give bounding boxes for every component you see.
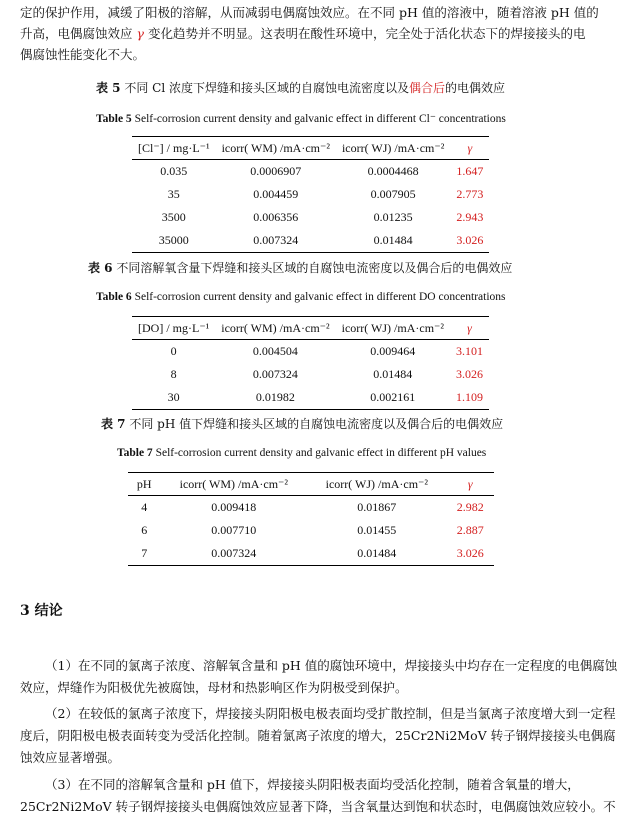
conclusion-item-3: （3）在不同的溶解氧含量和 pH 值下，焊接接头阴阳极表面均受活化控制，随着含氧量的增大，25Cr2Ni2MoV 转子钢焊接接头电偶腐蚀效应显著下降，当含氧量达到饱和状态时，电偶腐蚀效应较小。不 bbox=[20, 777, 616, 814]
table-header-row bbox=[128, 473, 494, 496]
table-cell: 0.01484 bbox=[307, 542, 446, 566]
table-cell: 3.026 bbox=[446, 542, 494, 566]
table-cell: 3.101 bbox=[455, 344, 483, 358]
intro-line-2: 升高，电偶腐蚀效应 γ 变化趋势并不明显。这表明在酸性环境中，完全处于活化状态下的焊接接头的电 bbox=[20, 26, 586, 41]
table-cell: 4 bbox=[141, 500, 148, 514]
gamma-symbol: γ bbox=[136, 26, 144, 41]
table-row bbox=[128, 542, 494, 566]
table-cell: 8 bbox=[170, 367, 177, 381]
table-cell: 0.009464 bbox=[370, 344, 416, 358]
table-cell: 0 bbox=[170, 344, 177, 358]
table-cell: 0.01484 bbox=[373, 367, 413, 381]
table5 bbox=[132, 136, 489, 253]
table-cell: 0.01867 bbox=[357, 500, 397, 514]
table-row bbox=[128, 496, 494, 520]
table-row bbox=[132, 183, 489, 206]
conclusion-item-1: （1）在不同的氯离子浓度、溶解氧含量和 pH 值的腐蚀环境中，焊接接头中均存在一定程度的电偶腐蚀效应，焊缝作为阳极优先被腐蚀，母材和热影响区作为阴极受到保护。 bbox=[20, 658, 618, 695]
table-cell: 7 bbox=[128, 542, 160, 566]
intro-line-3: 偶腐蚀性能变化不大。 bbox=[20, 47, 146, 62]
intro-paragraph bbox=[20, 2, 620, 65]
column-header: [DO] / mg·L⁻¹ bbox=[132, 317, 215, 340]
table-cell: 2.982 bbox=[456, 500, 484, 514]
table-cell: 2.887 bbox=[456, 523, 484, 537]
column-header: icorr( WJ) /mA·cm⁻² bbox=[307, 473, 446, 496]
table-row bbox=[128, 519, 494, 542]
table-cell: 0.035 bbox=[160, 164, 188, 178]
table6 bbox=[132, 316, 489, 410]
table-cell: 0.007324 bbox=[216, 229, 336, 253]
table6-caption-zh: 表 6 不同溶解氧含量下焊缝和接头区域的自腐蚀电流密度以及偶合后的电偶效应 bbox=[88, 261, 513, 275]
table-cell: 3.026 bbox=[455, 367, 483, 381]
table-cell: 0.0006907 bbox=[250, 164, 302, 178]
column-header: icorr( WJ) /mA·cm⁻² bbox=[336, 317, 450, 340]
table-cell: 0.004504 bbox=[252, 344, 298, 358]
column-header: γ bbox=[450, 317, 489, 340]
table-cell: 30 bbox=[132, 386, 215, 410]
table-cell: 2.773 bbox=[456, 187, 484, 201]
table-row bbox=[132, 386, 489, 410]
table-cell: 3.026 bbox=[450, 229, 489, 253]
table-row bbox=[132, 229, 489, 253]
table-header-row bbox=[132, 137, 489, 160]
table-cell: 0.01455 bbox=[357, 523, 397, 537]
column-header: γ bbox=[450, 137, 489, 160]
column-header: icorr( WM) /mA·cm⁻² bbox=[216, 137, 336, 160]
table-cell: 0.002161 bbox=[336, 386, 450, 410]
table7-caption-en: Table 7 Self-corrosion current density and galvanic effect in different pH values bbox=[117, 447, 487, 459]
table-row bbox=[132, 363, 489, 386]
table-cell: 0.006356 bbox=[253, 210, 299, 224]
column-header: [Cl⁻] / mg·L⁻¹ bbox=[132, 137, 216, 160]
table-cell: 1.109 bbox=[450, 386, 489, 410]
table-cell: 0.007324 bbox=[252, 367, 298, 381]
table-cell: 0.0004468 bbox=[367, 164, 419, 178]
column-header: icorr( WM) /mA·cm⁻² bbox=[215, 317, 335, 340]
table-cell: 0.004459 bbox=[253, 187, 299, 201]
table-cell: 35 bbox=[167, 187, 180, 201]
table-cell: 2.943 bbox=[456, 210, 484, 224]
table-cell: 0.01484 bbox=[336, 229, 450, 253]
table-cell: 0.007324 bbox=[160, 542, 307, 566]
column-header: icorr( WJ) /mA·cm⁻² bbox=[336, 137, 450, 160]
table-cell: 0.009418 bbox=[211, 500, 257, 514]
table-cell: 0.01235 bbox=[373, 210, 413, 224]
table-row bbox=[132, 340, 489, 364]
table7-caption-zh: 表 7 不同 pH 值下焊缝和接头区域的自腐蚀电流密度以及偶合后的电偶效应 bbox=[101, 417, 504, 431]
table-cell: 1.647 bbox=[456, 164, 484, 178]
table-cell: 6 bbox=[141, 523, 148, 537]
table-cell: 0.01982 bbox=[215, 386, 335, 410]
table7 bbox=[128, 472, 494, 566]
table-cell: 3500 bbox=[161, 210, 186, 224]
table6-caption-en: Table 6 Self-corrosion current density and galvanic effect in different DO concentrations bbox=[96, 291, 506, 303]
table5-caption-en: Table 5 Self-corrosion current density and galvanic effect in different Cl⁻ concentrations bbox=[96, 113, 506, 125]
column-header: pH bbox=[128, 473, 160, 496]
table5-caption-zh: 表 5 不同 Cl 浓度下焊缝和接头区域的自腐蚀电流密度以及偶合后的电偶效应 bbox=[96, 81, 506, 95]
table-row bbox=[132, 206, 489, 229]
table-cell: 0.007710 bbox=[211, 523, 257, 537]
conclusion-item-2: （2）在较低的氯离子浓度下，焊接接头阴阳极电极表面均受扩散控制，但是当氯离子浓度增大到一定程度后，阴阳极电极表面转变为受活化控制。随着氯离子浓度的增大，25Cr2Ni2MoV 转子钢焊接接头电偶腐蚀效应显著增强。 bbox=[20, 706, 616, 765]
intro-line-1: 定的保护作用，减缓了阳极的溶解，从而减弱电偶腐蚀效应。在不同 pH 值的溶液中，随着溶液 pH 值的 bbox=[20, 5, 599, 20]
column-header: icorr( WM) /mA·cm⁻² bbox=[160, 473, 307, 496]
table-cell: 35000 bbox=[132, 229, 216, 253]
table-header-row bbox=[132, 317, 489, 340]
column-header: γ bbox=[446, 473, 494, 496]
table-cell: 0.007905 bbox=[370, 187, 416, 201]
section-heading: 3 结论 bbox=[20, 603, 63, 619]
table-row bbox=[132, 160, 489, 184]
